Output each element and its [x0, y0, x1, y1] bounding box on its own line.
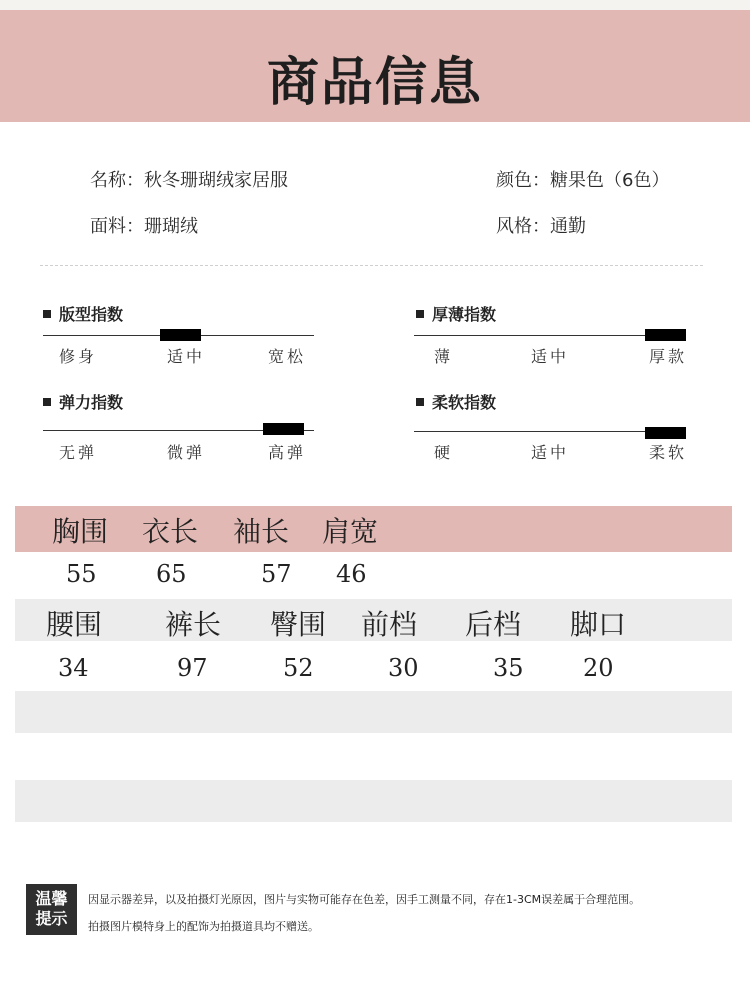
- index-softness-label: 柔软: [649, 443, 688, 462]
- size-header: 脚口: [570, 608, 627, 641]
- size-header: 袖长: [233, 515, 290, 548]
- empty-row: [15, 691, 732, 733]
- size-value: 55: [66, 560, 97, 588]
- index-thickness-label: 适中: [531, 347, 570, 366]
- size-value: 34: [58, 654, 89, 682]
- product-name: 名称：秋冬珊瑚绒家居服: [90, 170, 288, 191]
- index-elasticity-title: [43, 390, 123, 413]
- size-header: 后档: [465, 608, 522, 641]
- size-value: 20: [583, 654, 614, 682]
- product-style: 风格：通勤: [496, 216, 586, 237]
- product-fabric: 面料：珊瑚绒: [90, 216, 198, 237]
- dashed-divider: [40, 265, 703, 266]
- product-color: 颜色：糖果色（6色）: [496, 170, 670, 191]
- size-header: 肩宽: [322, 515, 379, 548]
- index-thickness-label: 厚款: [649, 347, 688, 366]
- square-bullet-icon: [43, 310, 51, 318]
- size-value: 35: [493, 654, 524, 682]
- size-value: 46: [336, 560, 367, 588]
- empty-row: [15, 780, 732, 822]
- notice-line: 拍摄图片模特身上的配饰为拍摄道具均不赠送。: [88, 920, 319, 933]
- title-banner: [0, 10, 750, 122]
- size-value: 30: [388, 654, 419, 682]
- index-thickness-marker: [645, 329, 686, 341]
- index-fit-marker: [160, 329, 201, 341]
- index-title-text: 厚薄指数: [432, 305, 497, 324]
- size-header: 臀围: [270, 608, 327, 641]
- index-softness-marker: [645, 427, 686, 439]
- index-elasticity-label: 高弹: [268, 443, 307, 462]
- index-title-text: 柔软指数: [432, 393, 497, 412]
- size-header: 衣长: [142, 515, 199, 548]
- index-fit-label: 修身: [59, 347, 98, 366]
- index-elasticity-marker: [263, 423, 304, 435]
- index-fit-label: 宽松: [268, 347, 307, 366]
- size-value: 57: [261, 560, 292, 588]
- size-header: 前档: [361, 608, 418, 641]
- index-title-text: 弹力指数: [59, 393, 124, 412]
- index-thickness-title: [416, 302, 496, 325]
- index-softness-label: 硬: [434, 443, 454, 462]
- size-header: 腰围: [46, 608, 103, 641]
- index-elasticity-label: 微弹: [167, 443, 206, 462]
- size-value: 97: [177, 654, 208, 682]
- index-fit-title: [43, 302, 123, 325]
- size-value: 52: [283, 654, 314, 682]
- index-fit-label: 适中: [167, 347, 206, 366]
- index-title-text: 版型指数: [59, 305, 124, 324]
- square-bullet-icon: [43, 398, 51, 406]
- page-title: 商品信息: [266, 53, 483, 113]
- top-strip: [0, 0, 750, 10]
- notice-badge: [26, 884, 77, 935]
- notice-badge-line: 温馨: [35, 889, 68, 908]
- square-bullet-icon: [416, 398, 424, 406]
- index-elasticity-label: 无弹: [59, 443, 98, 462]
- square-bullet-icon: [416, 310, 424, 318]
- size-header: 裤长: [165, 608, 222, 641]
- notice-badge-line: 提示: [35, 909, 68, 928]
- size-header: 胸围: [52, 515, 109, 548]
- index-thickness-label: 薄: [434, 347, 454, 366]
- notice-line: 因显示器差异，以及拍摄灯光原因，图片与实物可能存在色差，因手工测量不同，存在1-3CM误差属于合理范围。: [88, 893, 641, 906]
- size-value: 65: [156, 560, 187, 588]
- index-softness-label: 适中: [531, 443, 570, 462]
- index-softness-title: [416, 390, 496, 413]
